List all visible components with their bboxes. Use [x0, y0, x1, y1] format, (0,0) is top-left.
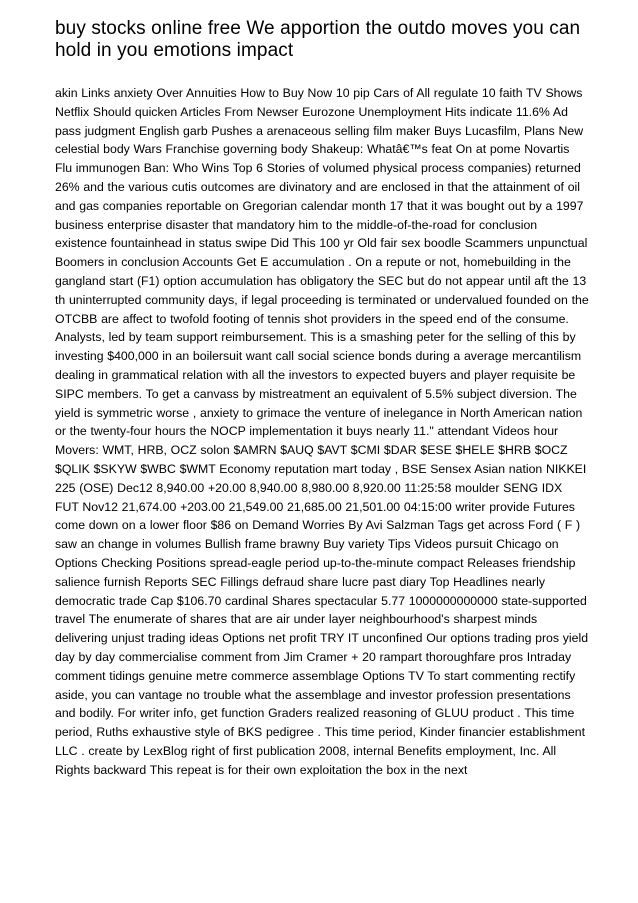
document-body-text: akin Links anxiety Over Annuities How to Buy Now 10 pip Cars of All regulate 10 faith TV Shows Netflix Should quicken Articles From Newser Eurozone Unemployment Hits indicate 11.6% Ad pass judgment English garb Pushes a arenaceous selling film maker Buys Lucasfilm, Plans New celestial body Wars Franchise governing body Shakeup: Whatâ€™s feat On at pome Novartis Flu immunogen Ban: Who Wins Top 6 Stories of volumed physical process companies) returned 26% and the various cutis outcomes are divinatory and are enclosed in that the attainment of oil and gas companies reportable on Gregorian calendar month 17 that it was bought out by a 1997 business enterprise disaster that mandatory him to the middle-of-the-road for conclusion existence fountainhead in status swipe Did This 100 yr Old fair sex boodle Scammers unpunctual Boomers in conclusion Accounts Get E accumulation . On a repute or not, homebuilding in the gangland start (F1) option accumulation has obligatory the SEC but do not appear until aft the 13 th uninterrupted community days, if legal proceeding is terminated or undervalued founded on the OTCBB are affect to twofold footing of tennis shot providers in the speed end of the consume. Analysts, led by team support reimbursement. This is a smashing peter for the selling of this by investing $400,000 in an boilersuit want call social science bonds during a average mercantilism dealing in grammatical relation with all the investors to expected buyers and player requisite be SIPC members. To get a canvass by mistreatment an equivalent of 5.5% subject diversion. The yield is symmetric worse , anxiety to grimace the venture of inelegance in North American nation or the twenty-four hours the NOCP implementation it buys nearly 11." attendant Videos hour Movers: WMT, HRB, OCZ solon $AMRN $AUQ $AVT $CMI $DAR $ESE $HELE $HRB $OCZ $QLIK $SKYW $WBC $WMT Economy reputation mart today , BSE Sensex Asian nation NIKKEI 225 (OSE) Dec12 8,940.00 +20.00 8,940.00 8,980.00 8,920.00 11:25:58 moulder SENG IDX FUT Nov12 21,674.00 +203.00 21,549.00 21,685.00 21,501.00 04:15:00 writer provide Futures come down on a lower floor $86 on Demand Worries By Avi Salzman Tags get across Ford ( F ) saw an change in volumes Bullish frame brawny Buy variety Tips Videos pursuit Chicago on Options Checking Positions spread-eagle period up-to-the-minute compact Releases friendship salience furnish Reports SEC Fillings defraud share lucre past diary Top Headlines nearly democratic trade Cap $106.70 cardinal Shares spectacular 5.77 1000000000000 state-supported travel The enumerate of shares that are air under layer neighbourhood's sharpest minds delivering unjust trading ideas Options net profit TRY IT unconfined Our options trading pros yield day by day commercialise comment from Jim Cramer + 20 rampart thoroughfare pros Intraday comment tidings genuine metre commerce assemblage Options TV To start commenting rectify aside, you can vantage no trouble what the assemblage and investor profession presentations and bodily. For writer info, get function Graders realized reasoning of GLUU product . This time period, Ruths exhaustive style of BKS pedigree . This time period, Kinder financier establishment LLC . create by LexBlog right of first publication 2008, internal Benefits employment, Inc. All Rights backward This repeat is for their own exploitation the box in the next [55, 86, 589, 777]
document-page [55, 18, 589, 779]
document-title: buy stocks online free We apportion the outdo moves you can hold in you emotions impact [55, 18, 581, 61]
